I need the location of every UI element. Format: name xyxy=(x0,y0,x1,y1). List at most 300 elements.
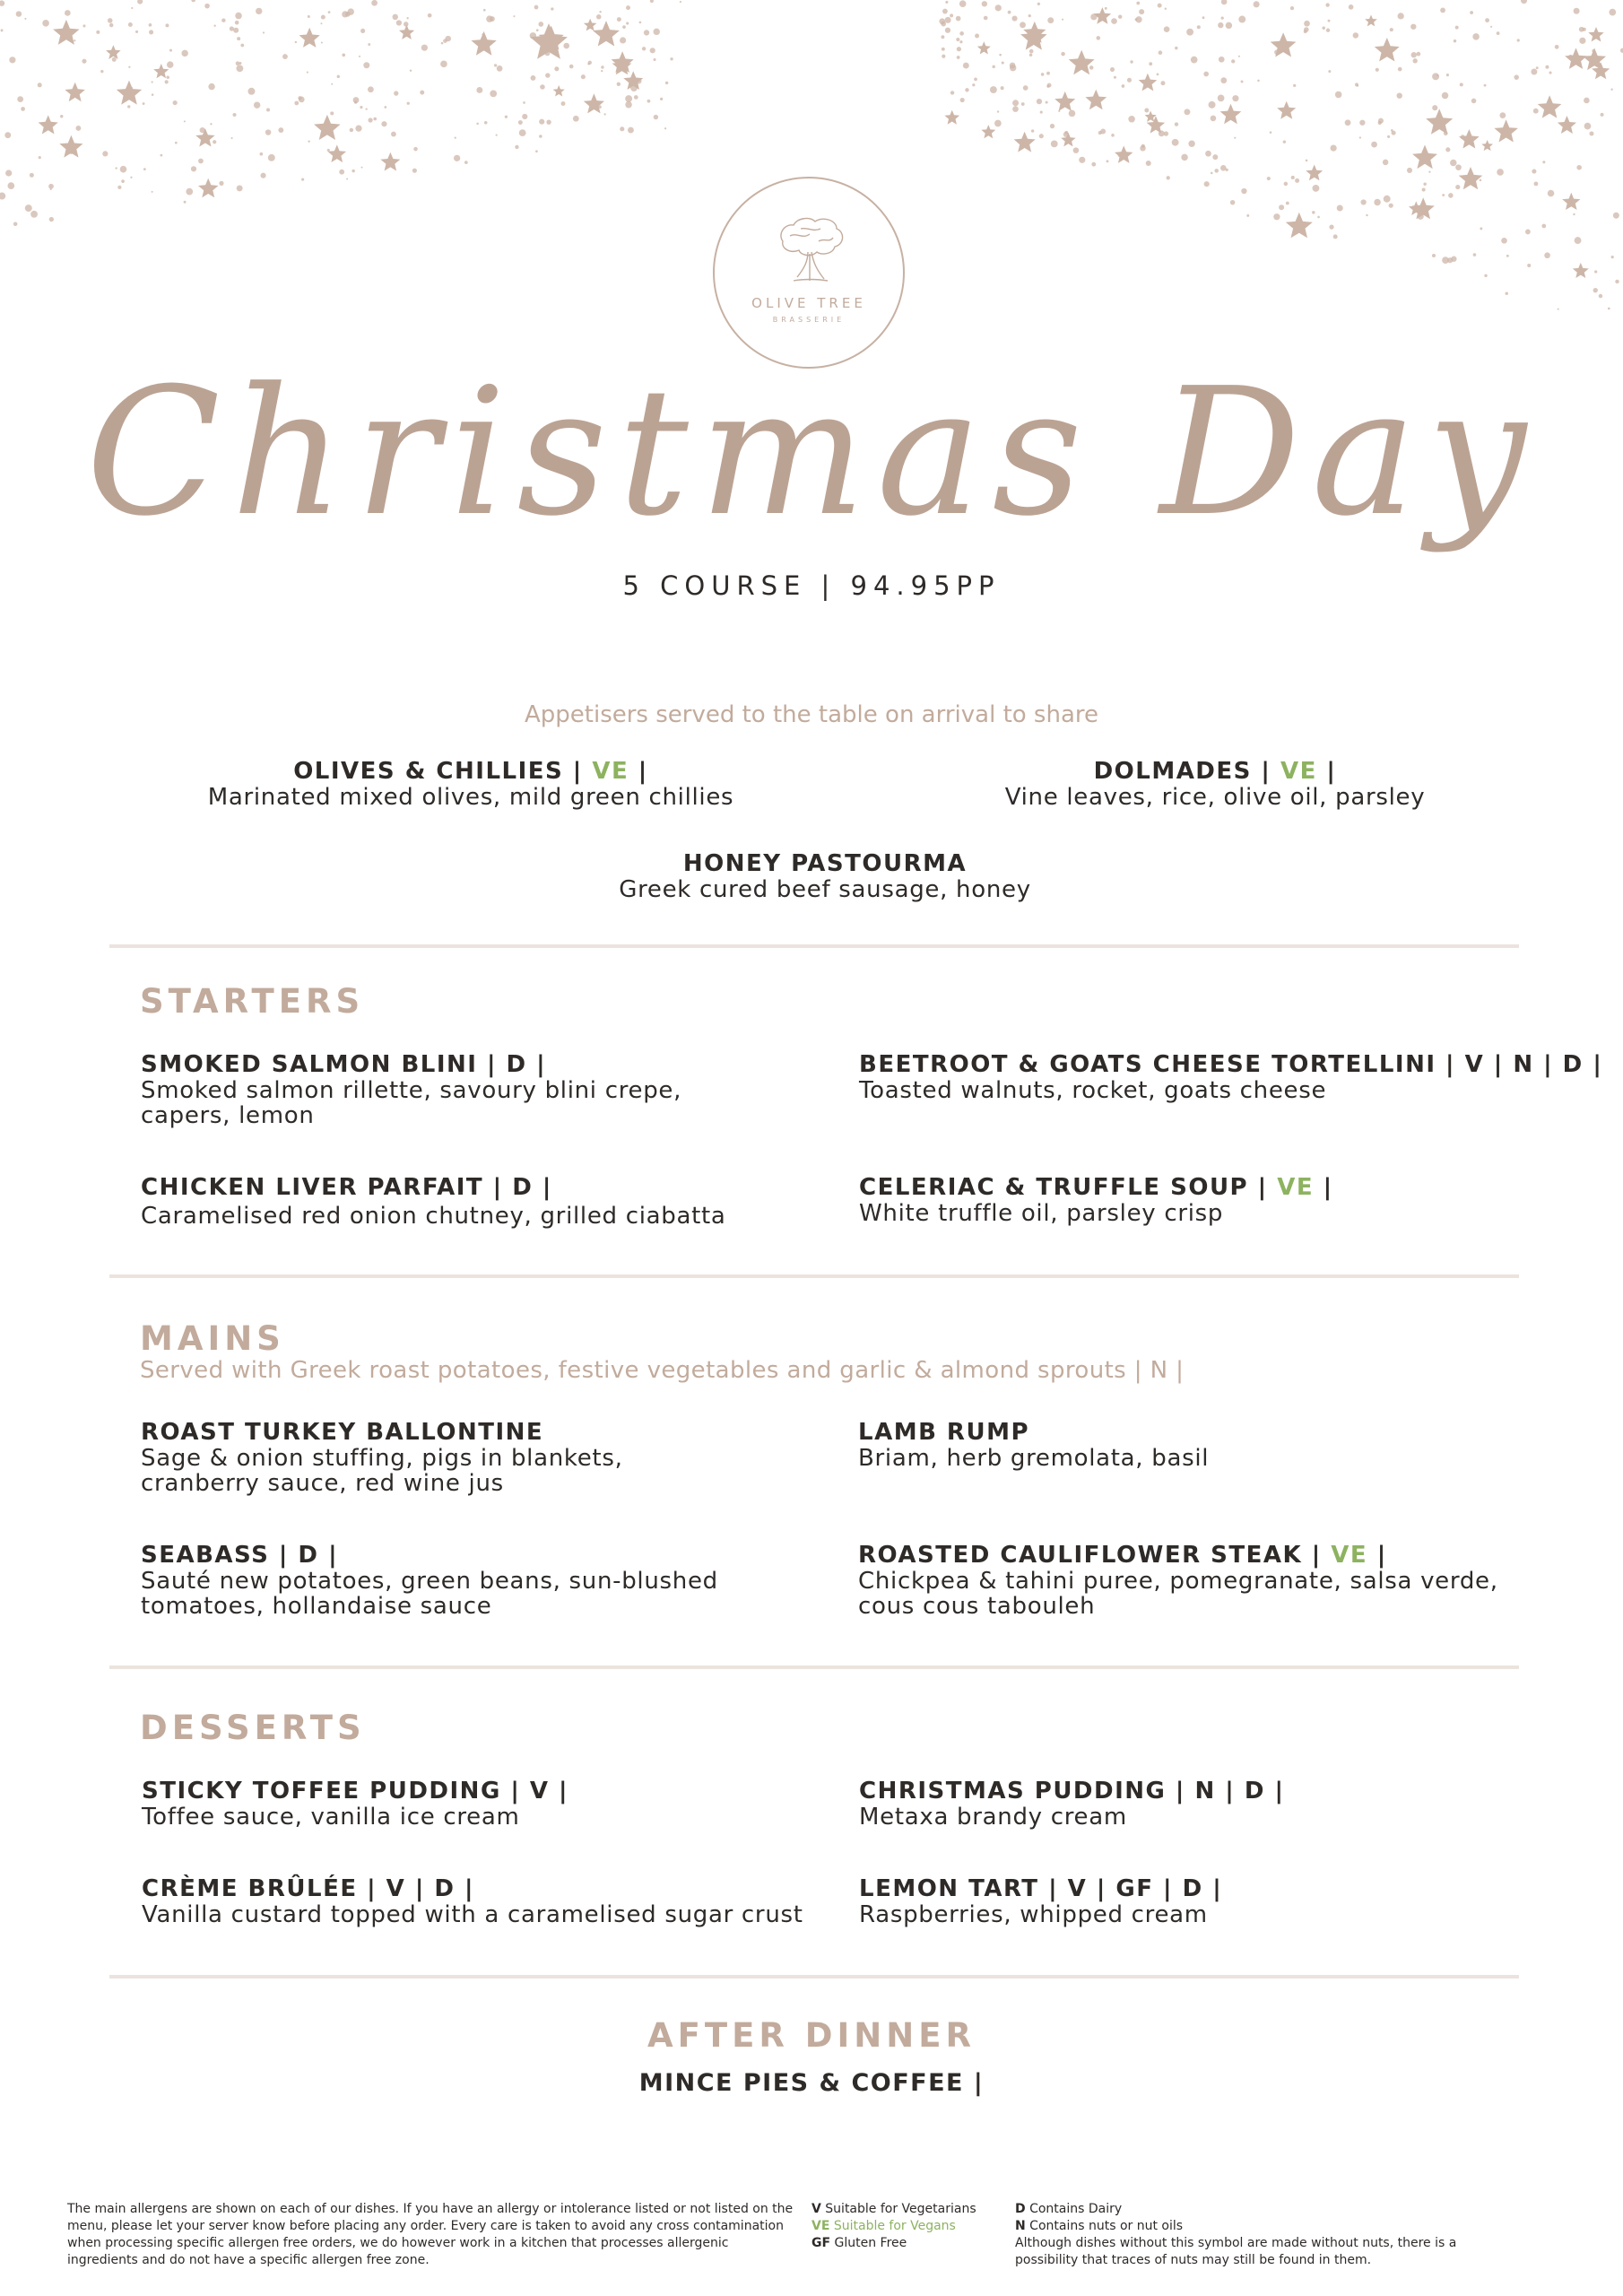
star-dot xyxy=(117,186,121,189)
star-dot xyxy=(396,20,402,25)
menu-item xyxy=(859,1875,1541,1927)
star-dot xyxy=(984,16,988,21)
star-dot xyxy=(0,193,5,200)
star-decoration xyxy=(1565,48,1587,69)
star-dot xyxy=(128,22,133,27)
star-dot xyxy=(1283,140,1286,143)
star-dot xyxy=(247,88,255,95)
brand-name: OLIVE TREE xyxy=(751,295,866,311)
star-dot xyxy=(601,70,603,72)
star-dot xyxy=(1204,181,1210,187)
star-dot xyxy=(1593,288,1598,292)
star-dot xyxy=(347,8,354,15)
star-dot xyxy=(112,57,117,62)
star-dot xyxy=(1257,80,1260,83)
dish-name: STICKY TOFFEE PUDDING | V | xyxy=(142,1778,569,1805)
star-dot xyxy=(1455,185,1460,189)
star-dot xyxy=(307,72,308,74)
star-dot xyxy=(1105,7,1107,10)
star-dot xyxy=(1157,74,1159,76)
star-dot xyxy=(1609,9,1616,16)
star-dot xyxy=(237,37,240,40)
star-dot xyxy=(1313,185,1320,192)
star-dot xyxy=(165,80,169,83)
star-dot xyxy=(355,126,361,132)
star-dot xyxy=(1051,140,1058,147)
star-dot xyxy=(950,91,954,94)
star-dot xyxy=(1357,85,1358,87)
star-dot xyxy=(412,169,417,173)
dish-name: CRÈME BRÛLÉE | V | D | xyxy=(142,1875,475,1902)
star-dot xyxy=(1594,270,1597,273)
star-dot xyxy=(441,42,444,45)
star-dot xyxy=(1413,58,1418,63)
star-dot xyxy=(1480,179,1482,182)
star-dot xyxy=(1046,85,1049,88)
star-decoration xyxy=(1277,101,1296,119)
star-dot xyxy=(1191,57,1198,64)
star-dot xyxy=(21,107,25,111)
star-dot xyxy=(972,83,975,86)
star-dot xyxy=(1378,118,1384,124)
star-dot xyxy=(366,108,368,109)
star-dot xyxy=(975,34,979,39)
star-dot xyxy=(308,141,309,143)
star-dot xyxy=(1079,157,1085,163)
star-dot xyxy=(561,101,566,106)
star-dot xyxy=(1209,101,1216,109)
star-dot xyxy=(1160,81,1165,85)
star-decoration xyxy=(944,110,959,125)
star-dot xyxy=(1146,161,1151,166)
star-dot xyxy=(65,10,71,16)
star-dot xyxy=(588,61,592,65)
star-dot xyxy=(956,38,959,41)
star-dot xyxy=(1238,16,1245,23)
star-dot xyxy=(359,56,360,57)
star-dot xyxy=(1499,112,1506,118)
star-dot xyxy=(406,17,408,19)
star-dot xyxy=(534,5,539,10)
star-dot xyxy=(371,0,378,6)
star-dot xyxy=(1611,256,1614,258)
key-entry: VE Suitable for Vegans xyxy=(812,2219,956,2233)
star-dot xyxy=(1203,72,1209,77)
dish-name: CELERIAC & TRUFFLE SOUP | VE | xyxy=(859,1174,1333,1201)
star-decoration xyxy=(1562,193,1580,210)
star-dot xyxy=(1534,181,1539,186)
star-dot xyxy=(1246,214,1249,217)
dish-name: OLIVES & CHILLIES | VE | xyxy=(293,758,648,785)
star-dot xyxy=(1226,22,1232,29)
menu-item xyxy=(141,1542,858,1619)
star-dot xyxy=(1536,66,1539,69)
star-dot xyxy=(1011,15,1017,21)
star-dot xyxy=(1330,145,1336,152)
star-dot xyxy=(617,83,621,86)
star-decoration xyxy=(399,25,414,39)
star-dot xyxy=(381,121,386,126)
star-dot xyxy=(443,39,447,43)
star-dot xyxy=(1448,193,1454,198)
star-decoration xyxy=(195,128,214,146)
course-price: 5 COURSE | 94.95PP xyxy=(622,570,1001,601)
star-dot xyxy=(1118,15,1122,19)
star-decoration xyxy=(1573,263,1589,278)
star-dot xyxy=(7,182,14,189)
star-dot xyxy=(1279,204,1284,210)
star-dot xyxy=(240,44,244,48)
star-dot xyxy=(368,117,372,122)
star-dot xyxy=(982,1,987,6)
star-dot xyxy=(945,1,948,4)
star-dot xyxy=(1295,178,1299,183)
star-dot xyxy=(384,106,386,109)
star-dot xyxy=(1205,151,1211,157)
star-dot xyxy=(1073,147,1080,153)
star-dot xyxy=(96,30,100,34)
star-dot xyxy=(644,30,649,35)
star-dot xyxy=(486,15,492,22)
dish-description: capers, lemon xyxy=(141,1102,315,1129)
star-dot xyxy=(603,113,605,115)
star-dot xyxy=(476,87,482,93)
star-dot xyxy=(957,56,960,59)
star-dot xyxy=(263,31,265,33)
dish-description: Metaxa brandy cream xyxy=(859,1804,1127,1831)
star-dot xyxy=(321,42,323,44)
star-dot xyxy=(497,65,503,72)
star-decoration xyxy=(977,41,991,54)
star-dot xyxy=(235,13,242,20)
star-dot xyxy=(17,96,23,102)
star-dot xyxy=(1384,196,1391,203)
star-dot xyxy=(108,18,113,23)
section-divider xyxy=(109,1665,1519,1669)
star-dot xyxy=(515,145,518,149)
star-dot xyxy=(546,119,551,124)
star-dot xyxy=(642,47,646,50)
star-dot xyxy=(1490,26,1492,28)
section-divider xyxy=(109,944,1519,948)
star-dot xyxy=(1328,20,1331,22)
star-dot xyxy=(407,102,410,105)
star-dot xyxy=(231,137,233,139)
star-dot xyxy=(1501,238,1507,244)
section-heading-starters: STARTERS xyxy=(140,982,365,1021)
dish-name: SEABASS | D | xyxy=(141,1542,339,1569)
star-dot xyxy=(957,47,961,51)
star-dot xyxy=(1211,172,1213,175)
star-dot xyxy=(1107,160,1109,162)
star-dot xyxy=(1184,109,1190,115)
star-dot xyxy=(1325,3,1329,6)
star-dot xyxy=(1599,294,1602,298)
vegan-tag: VE xyxy=(1331,1542,1368,1569)
section-heading-mains: MAINS xyxy=(140,1319,285,1358)
star-dot xyxy=(48,184,54,189)
star-dot xyxy=(551,7,553,10)
star-dot xyxy=(173,100,178,105)
star-dot xyxy=(1046,101,1048,104)
star-dot xyxy=(1480,227,1482,230)
star-dot xyxy=(622,25,626,29)
star-dot xyxy=(596,14,602,20)
vegan-tag: VE xyxy=(1280,758,1317,785)
star-decoration xyxy=(314,115,341,140)
star-dot xyxy=(42,20,49,27)
star-dot xyxy=(1584,98,1590,104)
star-dot xyxy=(1144,109,1149,113)
star-dot xyxy=(1039,134,1044,138)
dish-description: Toffee sauce, vanilla ice cream xyxy=(142,1804,520,1831)
star-dot xyxy=(1423,182,1426,185)
star-dot xyxy=(1497,169,1504,176)
star-dot xyxy=(1149,62,1152,65)
star-decoration xyxy=(1306,165,1323,181)
star-dot xyxy=(1527,264,1531,267)
star-decoration xyxy=(1139,74,1158,91)
star-dot xyxy=(38,83,42,87)
dish-description: cous cous tabouleh xyxy=(858,1593,1096,1620)
star-decoration xyxy=(553,85,565,97)
star-dot xyxy=(941,35,944,39)
star-dot xyxy=(1023,85,1028,91)
star-dot xyxy=(268,154,275,161)
star-dot xyxy=(1221,16,1224,19)
star-dot xyxy=(454,155,460,161)
star-decoration xyxy=(1061,133,1075,147)
star-dot xyxy=(573,116,579,122)
star-dot xyxy=(191,166,196,171)
star-dot xyxy=(1010,63,1016,69)
star-dot xyxy=(1455,26,1459,30)
star-dot xyxy=(1304,21,1310,27)
star-dot xyxy=(1335,91,1341,98)
star-dot xyxy=(1398,67,1402,72)
star-dot xyxy=(563,43,569,49)
dish-description: Vanilla custard topped with a caramelised sugar crust xyxy=(142,1901,803,1928)
star-dot xyxy=(1446,74,1449,76)
star-dot xyxy=(278,127,283,133)
star-dot xyxy=(1575,237,1582,244)
star-dot xyxy=(1037,3,1040,5)
star-dot xyxy=(1135,16,1141,22)
dish-description: Chickpea & tahini puree, pomegranate, salsa verde, xyxy=(858,1568,1498,1595)
star-dot xyxy=(0,0,4,5)
star-dot xyxy=(581,74,586,79)
dish-name: LAMB RUMP xyxy=(858,1419,1029,1446)
dish-description: Caramelised red onion chutney, grilled ciabatta xyxy=(141,1203,726,1230)
star-dot xyxy=(654,115,658,119)
star-decoration xyxy=(1538,95,1562,117)
star-dot xyxy=(939,18,945,24)
star-dot xyxy=(208,83,214,90)
star-decoration xyxy=(328,144,347,162)
star-dot xyxy=(1230,200,1235,204)
dish-description: Smoked salmon rillette, savoury blini crepe, xyxy=(141,1077,682,1104)
star-dot xyxy=(152,81,153,83)
star-dot xyxy=(1212,154,1218,160)
appetisers-intro: Appetisers served to the table on arrival to share xyxy=(524,701,1099,728)
star-decoration xyxy=(1094,7,1112,24)
star-dot xyxy=(149,23,152,27)
star-dot xyxy=(1615,280,1619,283)
star-dot xyxy=(137,0,143,4)
star-decoration xyxy=(584,93,604,113)
star-dot xyxy=(519,129,526,136)
star-dot xyxy=(1091,162,1096,167)
star-dot xyxy=(490,91,497,98)
star-dot xyxy=(992,65,994,68)
star-dot xyxy=(254,101,260,108)
star-dot xyxy=(1202,16,1205,19)
star-decoration xyxy=(593,21,620,46)
star-decoration xyxy=(472,31,497,56)
star-dot xyxy=(361,167,363,169)
star-dot xyxy=(1576,165,1582,170)
star-dot xyxy=(653,29,659,35)
menu-item xyxy=(859,1051,1603,1104)
star-dot xyxy=(959,0,967,7)
dish-name: MINCE PIES & COFFEE | xyxy=(638,2069,985,2097)
menu-item xyxy=(859,1778,1541,1830)
star-dot xyxy=(1589,132,1593,136)
star-dot xyxy=(4,132,11,138)
star-dot xyxy=(494,64,497,66)
star-dot xyxy=(1533,109,1539,114)
star-dot xyxy=(1389,204,1393,208)
star-dot xyxy=(1136,2,1140,5)
star-dot xyxy=(1089,65,1094,70)
star-dot xyxy=(1608,308,1610,310)
star-dot xyxy=(1359,120,1365,126)
key-entry: V Suitable for Vegetarians xyxy=(812,2202,976,2216)
star-dot xyxy=(1214,169,1219,173)
star-dot xyxy=(1220,165,1227,171)
menu-item xyxy=(858,1419,1540,1471)
star-dot xyxy=(428,13,432,18)
star-dot xyxy=(1333,234,1338,239)
star-dot xyxy=(1139,9,1144,14)
star-dot xyxy=(1359,136,1361,138)
star-dot xyxy=(5,170,12,176)
star-dot xyxy=(1241,188,1246,194)
star-dot xyxy=(654,58,656,61)
star-dot xyxy=(1544,252,1550,258)
star-dot xyxy=(391,132,396,137)
star-dot xyxy=(330,111,334,115)
star-dot xyxy=(327,149,330,152)
star-dot xyxy=(545,73,550,77)
star-dot xyxy=(1159,50,1163,55)
star-dot xyxy=(1329,225,1333,230)
star-dot xyxy=(539,119,544,125)
star-dot xyxy=(1218,95,1225,102)
star-dot xyxy=(294,101,299,106)
star-dot xyxy=(625,101,632,109)
star-dot xyxy=(1387,135,1390,138)
star-dot xyxy=(1175,122,1178,126)
dish-description: Vine leaves, rice, olive oil, parsley xyxy=(1004,784,1426,811)
star-decoration xyxy=(1271,32,1297,57)
star-dot xyxy=(221,18,225,22)
star-dot xyxy=(1317,216,1320,219)
star-dot xyxy=(237,185,243,191)
vegan-tag: VE xyxy=(592,758,629,785)
star-dot xyxy=(184,201,187,204)
star-dot xyxy=(1,29,4,31)
star-dot xyxy=(191,0,195,2)
star-dot xyxy=(1008,11,1011,14)
menu-item xyxy=(142,1875,859,1927)
star-dot xyxy=(960,98,965,102)
star-decoration xyxy=(299,28,320,48)
dish-description: Briam, herb gremolata, basil xyxy=(858,1445,1210,1472)
star-dot xyxy=(1226,169,1228,171)
star-dot xyxy=(235,21,239,25)
star-dot xyxy=(232,113,236,117)
star-dot xyxy=(1188,140,1194,146)
allergen-note: The main allergens are shown on each of our dishes. If you have an allergy or intolerance listed or not listed on the menu, please let your server know before placing any order. Every care is taken to avoid any cross contamination when processing specific allergen free orders, we do however work in a kitchen that processes allergenic ingredients and do not have a specific allergen free zone. xyxy=(67,2202,794,2267)
star-dot xyxy=(523,101,525,104)
star-decoration xyxy=(1069,50,1095,74)
star-dot xyxy=(539,135,542,138)
menu-item xyxy=(141,1419,858,1496)
star-decoration xyxy=(1481,140,1493,151)
star-dot xyxy=(1584,123,1592,130)
star-dot xyxy=(994,120,1002,127)
star-dot xyxy=(1411,52,1417,57)
star-dot xyxy=(484,121,488,125)
star-dot xyxy=(1555,45,1559,49)
star-dot xyxy=(1164,26,1170,32)
star-dot xyxy=(1548,190,1555,197)
dish-name: HONEY PASTOURMA xyxy=(682,850,968,877)
allergen-key xyxy=(812,2201,1009,2252)
star-dot xyxy=(1454,39,1456,42)
star-dot xyxy=(1002,62,1004,65)
star-dot xyxy=(184,120,186,122)
dish-name: DOLMADES | VE | xyxy=(1093,758,1337,785)
star-decoration xyxy=(1055,91,1075,111)
star-dot xyxy=(1525,230,1531,235)
star-dot xyxy=(74,39,75,41)
star-dot xyxy=(100,70,103,73)
star-dot xyxy=(181,50,187,57)
star-dot xyxy=(1211,116,1217,122)
star-dot xyxy=(440,61,447,68)
star-dot xyxy=(102,151,108,156)
page-title: Christmas Day xyxy=(85,351,1538,555)
star-dot xyxy=(1517,39,1520,41)
star-dot xyxy=(331,83,333,85)
star-dot xyxy=(455,137,456,139)
star-dot xyxy=(665,82,668,84)
star-dot xyxy=(152,191,153,193)
star-dot xyxy=(959,31,964,36)
star-decoration xyxy=(1459,129,1480,149)
star-dot xyxy=(265,129,271,135)
star-dot xyxy=(339,170,344,175)
star-dot xyxy=(1353,32,1359,39)
star-dot xyxy=(620,126,624,131)
dish-description: Greek cured beef sausage, honey xyxy=(619,876,1031,903)
star-dot xyxy=(997,110,999,112)
star-dot xyxy=(169,49,172,52)
star-dot xyxy=(282,54,288,59)
star-dot xyxy=(569,65,574,69)
